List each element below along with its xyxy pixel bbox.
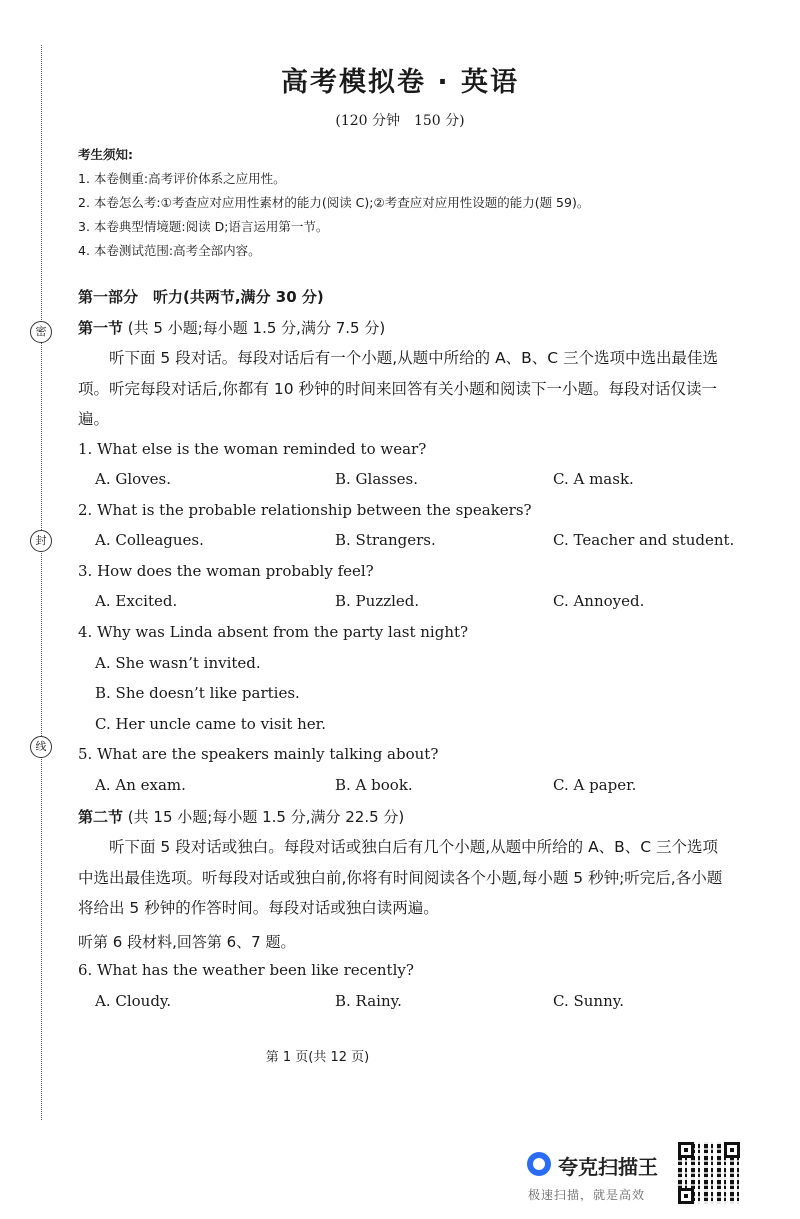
binding-mark-feng: 封 <box>30 530 52 552</box>
option-a[interactable]: A. Excited. <box>95 592 178 610</box>
part-title: 第一部分 听力(共两节,满分 30 分) <box>78 288 324 306</box>
material-note: 听第 6 段材料,回答第 6、7 题。 <box>78 933 296 951</box>
option-c[interactable]: C. Her uncle came to visit her. <box>95 715 326 733</box>
option-a[interactable]: A. Gloves. <box>95 470 171 488</box>
qr-code-icon <box>678 1142 740 1204</box>
option-c[interactable]: C. Sunny. <box>553 992 624 1010</box>
section-desc: (共 15 小题;每小题 1.5 分,满分 22.5 分) <box>127 808 405 826</box>
option-c[interactable]: C. A mask. <box>553 470 634 488</box>
question-stem: 1. What else is the woman reminded to wear? <box>78 440 427 458</box>
option-b[interactable]: B. Rainy. <box>335 992 402 1010</box>
section-label: 第一节 <box>78 319 124 337</box>
section-desc: (共 5 小题;每小题 1.5 分,满分 7.5 分) <box>127 319 386 337</box>
section-2-title <box>78 806 404 827</box>
option-a[interactable]: A. Cloudy. <box>95 992 172 1010</box>
page-number: 第 1 页(共 12 页) <box>265 1050 370 1065</box>
question-stem: 4. Why was Linda absent from the party last night? <box>78 623 469 641</box>
option-a[interactable]: A. She wasn’t invited. <box>95 654 261 672</box>
option-b[interactable]: B. Strangers. <box>335 531 436 549</box>
watermark-slogan: 极速扫描，就是高效 <box>528 1188 646 1202</box>
section-1-instruction <box>78 343 733 435</box>
option-b[interactable]: B. Puzzled. <box>335 592 420 610</box>
page-title: 高考模拟卷 · 英语 <box>280 67 520 98</box>
instruction-text: 听下面 5 段对话。每段对话后有一个小题,从题中所给的 A、B、C 三个选项中选出最佳选项。听完每段对话后,你都有 10 秒钟的时间来回答有关小题和阅读下一小题。每段对话仅读一遍。 <box>78 349 719 428</box>
option-c[interactable]: C. Annoyed. <box>553 592 645 610</box>
option-c[interactable]: C. A paper. <box>553 776 637 794</box>
notice-item: 3. 本卷典型情境题:阅读 D;语言运用第一节。 <box>78 219 329 234</box>
section-2-instruction <box>78 832 733 924</box>
section-1-title <box>78 317 385 338</box>
option-b[interactable]: B. She doesn’t like parties. <box>95 684 300 702</box>
question-stem: 3. How does the woman probably feel? <box>78 562 374 580</box>
notice-item: 2. 本卷怎么考:①考查应对应用性素材的能力(阅读 C);②考查应对应用性设题的能力(题 59)。 <box>78 195 590 210</box>
quark-logo-icon <box>527 1152 551 1176</box>
option-c[interactable]: C. Teacher and student. <box>553 531 735 549</box>
binding-mark-xian: 线 <box>30 736 52 758</box>
section-label: 第二节 <box>78 808 124 826</box>
question-stem: 6. What has the weather been like recently? <box>78 961 414 979</box>
watermark-name: 夸克扫描王 <box>558 1155 658 1179</box>
notice-heading: 考生须知: <box>78 147 133 162</box>
binding-mark-mi: 密 <box>30 321 52 343</box>
option-a[interactable]: A. Colleagues. <box>95 531 204 549</box>
exam-duration-score: (120 分钟 150 分) <box>335 113 465 129</box>
notice-item: 1. 本卷侧重:高考评价体系之应用性。 <box>78 171 286 186</box>
binding-dotted-line <box>41 45 42 1120</box>
notice-item: 4. 本卷测试范围:高考全部内容。 <box>78 243 261 258</box>
question-stem: 2. What is the probable relationship between the speakers? <box>78 501 532 519</box>
option-b[interactable]: B. A book. <box>335 776 413 794</box>
option-b[interactable]: B. Glasses. <box>335 470 419 488</box>
instruction-text: 听下面 5 段对话或独白。每段对话或独白后有几个小题,从题中所给的 A、B、C 三个选项中选出最佳选项。听每段对话或独白前,你将有时间阅读各个小题,每小题 5 秒钟;听完后,各小题将给出 5 秒钟的作答时间。每段对话或独白读两遍。 <box>78 838 723 917</box>
question-stem: 5. What are the speakers mainly talking about? <box>78 745 439 763</box>
option-a[interactable]: A. An exam. <box>95 776 186 794</box>
